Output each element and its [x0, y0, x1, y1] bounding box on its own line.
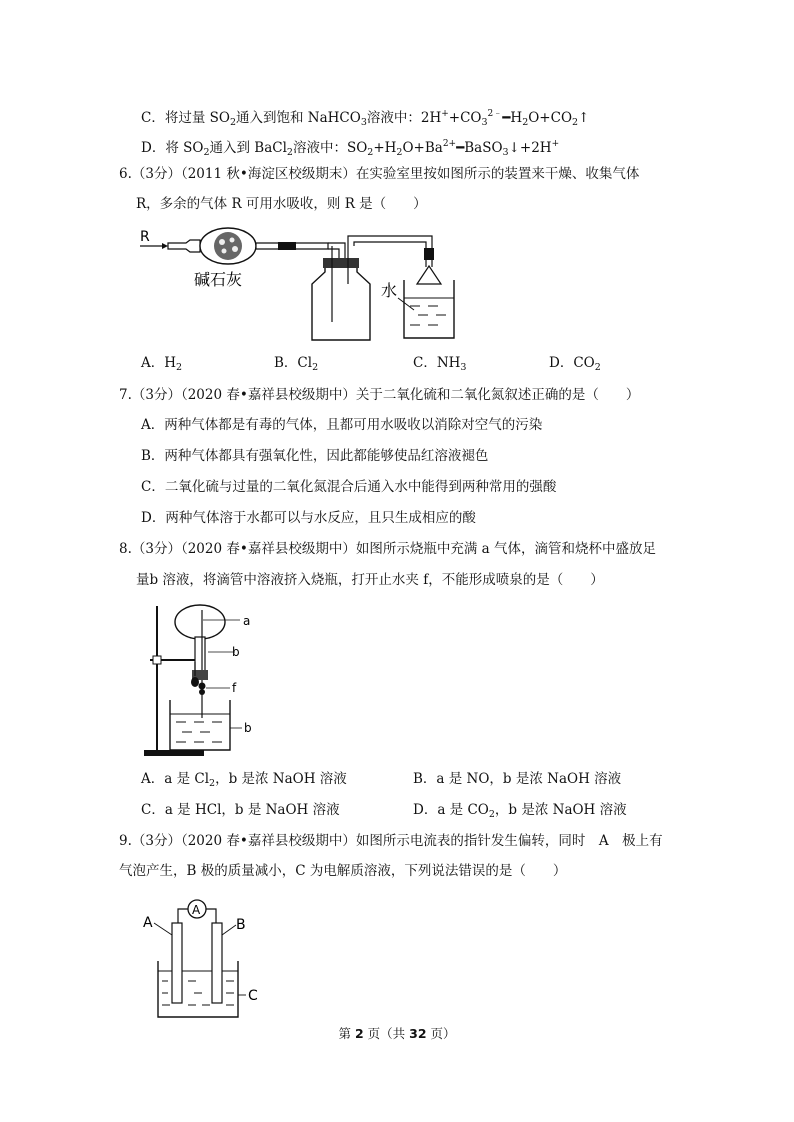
q8-label-b-dropper: b	[232, 645, 240, 659]
q9-stem-line1: 9.（3分）（2020 春•嘉祥县校级期中）如图所示电流表的指针发生偏转，同时 A 极上有	[119, 833, 663, 849]
page-number: 2	[354, 1026, 364, 1041]
q6-stem-line2: R，多余的气体 R 可用水吸收，则 R 是（ ）	[136, 196, 427, 212]
q6-apparatus-diagram	[138, 222, 458, 342]
q6-label-r: R	[140, 229, 150, 245]
q8-label-f: f	[232, 681, 237, 695]
q9-galvanic-cell-diagram	[140, 895, 270, 1025]
q6-label-water: 水	[381, 281, 398, 300]
q8-option-b: B．a 是 NO，b 是浓 NaOH 溶液	[413, 771, 622, 787]
q6-label-soda-lime: 碱石灰	[194, 270, 243, 289]
q9-ammeter-label: A	[192, 903, 201, 917]
q8-fountain-diagram	[140, 600, 270, 760]
q7-option-c: C．二氧化硫与过量的二氧化氮混合后通入水中能得到两种常用的强酸	[141, 479, 557, 495]
q6-stem-line1: 6.（3分）（2011 秋•海淀区校级期末）在实验室里按如图所示的装置来干燥、收集气体	[119, 166, 640, 182]
q8-option-a: A．a 是 $Cl_2$，b 是浓 NaOH 溶液	[141, 771, 347, 789]
q9-label-b: B	[236, 917, 246, 933]
q8-label-a: a	[243, 614, 251, 628]
q9-stem-line2: 气泡产生，B 极的质量减小，C 为电解质溶液，下列说法错误的是（ ）	[119, 863, 567, 879]
q8-option-d: D．a 是 $CO_2$，b 是浓 NaOH 溶液	[413, 802, 627, 820]
q7-option-a: A．两种气体都是有毒的气体，且都可用水吸收以消除对空气的污染	[141, 417, 543, 433]
q6-option-a: A．$H_2$	[141, 355, 183, 373]
q5-option-d: D．将 $SO_2$通入到 BaCl$_2$溶液中：$SO_2+H_2O+Ba^{2+}━BaSO_3↓+2H^+$	[141, 139, 560, 158]
q7-option-b: B．两种气体都具有强氧化性，因此都能够使品红溶液褪色	[141, 448, 489, 464]
q5-option-c: C．将过量 $SO_2$通入到饱和 NaHCO$_3$溶液中：$2H^++CO_3^{2﹣}━H_2O+CO_2↑$	[141, 109, 590, 128]
q8-stem-line2: 量b 溶液，将滴管中溶液挤入烧瓶，打开止水夹 f，不能形成喷泉的是（ ）	[136, 572, 604, 588]
page-total: 32	[409, 1026, 427, 1041]
q8-label-b-beaker: b	[244, 721, 252, 735]
q7-stem: 7.（3分）（2020 春•嘉祥县校级期中）关于二氧化硫和二氧化氮叙述正确的是（ ）	[119, 387, 640, 403]
q6-option-c: C．$NH_3$	[413, 355, 467, 373]
q9-label-c: C	[248, 988, 258, 1004]
q7-option-d: D．两种气体溶于水都可以与水反应，且只生成相应的酸	[141, 510, 476, 526]
q6-option-b: B．$Cl_2$	[274, 355, 319, 373]
q9-label-a: A	[143, 915, 153, 931]
q8-stem-line1: 8.（3分）（2020 春•嘉祥县校级期中）如图所示烧瓶中充满 a 气体，滴管和烧杯中盛放足	[119, 541, 656, 557]
q8-option-c: C．a 是 HCl，b 是 NaOH 溶液	[141, 802, 340, 818]
q6-option-d: D．$CO_2$	[549, 355, 601, 373]
page-footer: 第 2 页（共 32 页）	[338, 1026, 456, 1041]
